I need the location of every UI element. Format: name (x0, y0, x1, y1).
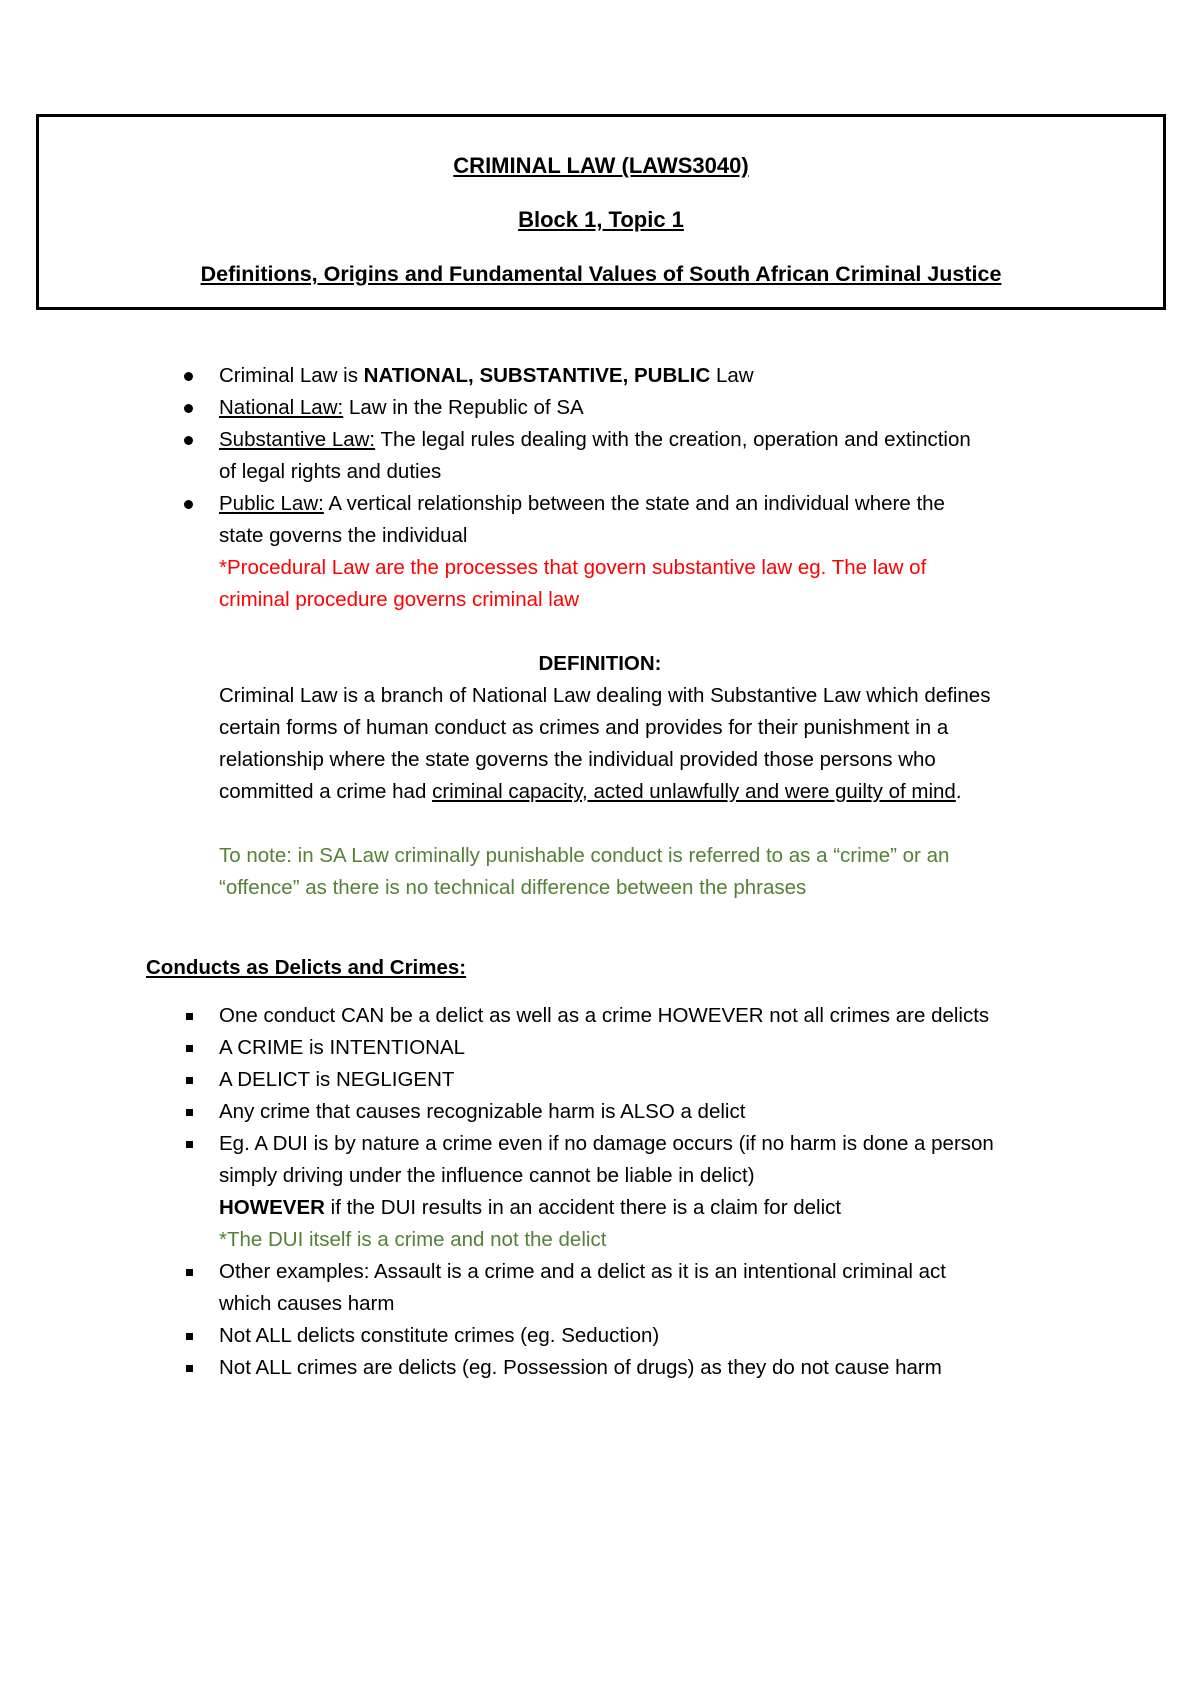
intro-bullet-list (219, 360, 1119, 616)
list-item: One conduct CAN be a delict as well as a crime HOWEVER not all crimes are delicts (219, 1000, 1119, 1032)
section-heading: Conducts as Delicts and Crimes: (146, 956, 467, 979)
procedural-note: *Procedural Law are the processes that govern substantive law eg. The law of (219, 556, 927, 579)
square-bullet-icon (186, 1269, 193, 1276)
note: To note: in SA Law criminally punishable conduct is referred to as a “crime” or an “offence” as there is no technical difference between the phrases (219, 844, 950, 899)
list-item: Not ALL delicts constitute crimes (eg. Seduction) (219, 1320, 1119, 1352)
list-item: A DELICT is NEGLIGENT (219, 1064, 1119, 1096)
list-item: A CRIME is INTENTIONAL (219, 1032, 1119, 1064)
square-bullet-icon (186, 1045, 193, 1052)
square-bullet-icon (186, 1141, 193, 1148)
square-bullet-icon (186, 1333, 193, 1340)
procedural-note-cont: criminal procedure governs criminal law (219, 588, 580, 611)
list-item: Substantive Law: The legal rules dealing with the creation, operation and extinction of legal rights and duties (219, 424, 1119, 488)
bullet-icon (184, 436, 193, 445)
square-bullet-icon (186, 1013, 193, 1020)
term-public-law: Public Law: (219, 492, 324, 515)
block-topic: Block 1, Topic 1 (518, 207, 684, 232)
definition-body: Criminal Law is a branch of National Law dealing with Substantive Law which defines certain forms of human conduct as crimes and provides for their punishment in a relationship where the state governs the individual provided those persons who committed a crime had criminal capacity, acted unlawfully and were guilty of mind. (219, 684, 991, 803)
term-national-law: National Law: (219, 396, 344, 419)
definition-elements: criminal capacity, acted unlawfully and were guilty of mind (432, 780, 956, 803)
bullet-icon (184, 404, 193, 413)
list-item: Any crime that causes recognizable harm is ALSO a delict (219, 1096, 1119, 1128)
term-substantive-law: Substantive Law: (219, 428, 376, 451)
square-bullet-icon (186, 1077, 193, 1084)
list-item: Eg. A DUI is by nature a crime even if no damage occurs (if no harm is done a person simply driving under the influence cannot be liable in delict) HOWEVER if the DUI results in an accident there is a claim for delict *The DUI itself is a crime and not the delict (219, 1128, 1119, 1256)
definition-heading: DEFINITION: (538, 652, 662, 675)
list-item: Criminal Law is NATIONAL, SUBSTANTIVE, PUBLIC Law (219, 360, 1119, 392)
delicts-bullet-list (219, 1000, 1119, 1384)
square-bullet-icon (186, 1109, 193, 1116)
title-box (36, 114, 1166, 310)
bullet-icon (184, 500, 193, 509)
list-item: Other examples: Assault is a crime and a delict as it is an intentional criminal act which causes harm (219, 1256, 1119, 1320)
list-item: National Law: Law in the Republic of SA (219, 392, 1119, 424)
topic-title: Definitions, Origins and Fundamental Values of South African Criminal Justice (200, 262, 1002, 286)
list-item: Public Law: A vertical relationship between the state and an individual where the state governs the individual *Procedural Law are the processes that govern substantive law eg. The law of criminal procedure governs criminal law (219, 488, 1119, 616)
square-bullet-icon (186, 1365, 193, 1372)
bullet-icon (184, 372, 193, 381)
course-title: CRIMINAL LAW (LAWS3040) (453, 153, 749, 178)
list-item: Not ALL crimes are delicts (eg. Possession of drugs) as they do not cause harm (219, 1352, 1119, 1384)
dui-note: *The DUI itself is a crime and not the delict (219, 1228, 607, 1251)
